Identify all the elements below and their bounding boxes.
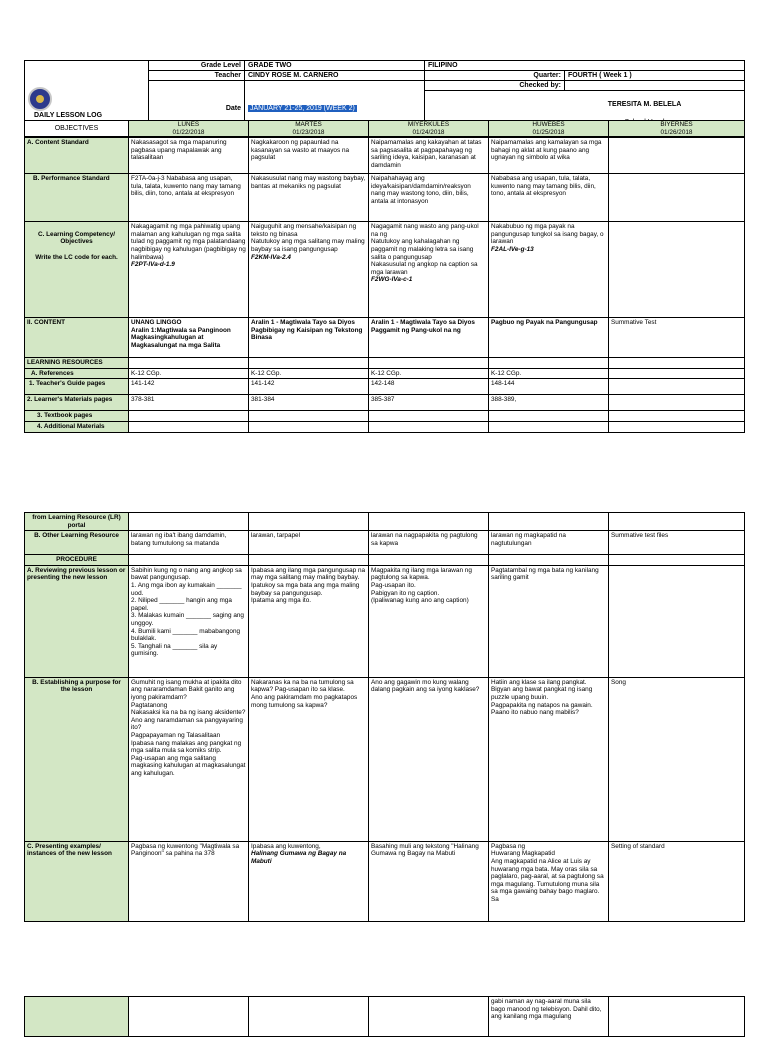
table-cell: PROCEDURE: [25, 555, 129, 566]
table-cell: Hatiin ang klase sa ilang pangkat. Bigyan ang bawat pangkat ng isang puzzle upang buuin. Pagpapakita ng natapos na gawain. Paano ito nabuo nang mabilis?: [489, 677, 609, 841]
table-cell: [129, 513, 249, 531]
cell-text: LUNES: [177, 121, 200, 128]
table-cell: [369, 555, 489, 566]
table-cell: [609, 565, 745, 677]
table-cell: [489, 358, 609, 369]
textbook-pages-row: [25, 411, 745, 422]
table-cell: [129, 555, 249, 566]
table-cell: Aralin 1 - Magtiwala Tayo sa Diyos Paggamit ng Pang-ukol na ng: [369, 318, 489, 358]
table-cell: Pagbasa ng kuwentong "Magtiwala sa Panginoon" sa pahina na 378: [129, 841, 249, 921]
content-row: [25, 318, 745, 358]
table-cell: K-12 CGp.: [129, 368, 249, 379]
continuation-table: [24, 996, 745, 1037]
table-cell: [369, 358, 489, 369]
table-cell: K-12 CGp.: [489, 368, 609, 379]
table-cell: 142-148: [369, 379, 489, 395]
table-cell: larawan ng magkapatid na nagtutulungan: [489, 531, 609, 555]
table-cell: Pagbuo ng Payak na Pangungusap: [489, 318, 609, 358]
table-cell: gabi naman ay nag-aaral muna sila bago manood ng telebisyon. Dahil dito, ang kanilang mga magulang: [489, 997, 609, 1037]
cell-text: F2AL-IVe-g-13: [491, 245, 534, 253]
table-cell: A. Reviewing previous lesson or presenting the new lesson: [25, 565, 129, 677]
competency-cell-0: [129, 222, 249, 318]
cell-text: 01/23/2018: [292, 128, 325, 136]
table-cell: from Learning Resource (LR) portal: [25, 513, 129, 531]
table-cell: [129, 411, 249, 422]
table-cell: F2TA-0a-j-3 Nababasa ang usapan, tula, talata, kuwento nang may tamang bilis, diin, tono, antala at ekspresyon: [129, 174, 249, 222]
competency-cell-3: [489, 222, 609, 318]
procedure-header-row: [25, 555, 745, 566]
continuation-section: [24, 996, 744, 1037]
table-cell: Magpakita ng ilang mga larawan ng pagtulong sa kapwa. Pag-usapan ito. Pabigyan ito ng caption. (Ipaliwanag kung ano ang caption): [369, 565, 489, 677]
table-cell: II. CONTENT: [25, 318, 129, 358]
learners-materials-row: [25, 395, 745, 411]
table-cell: 388-389,: [489, 395, 609, 411]
table-cell: [609, 395, 745, 411]
review-row: [25, 565, 745, 677]
day-cell-1: [249, 121, 369, 137]
table-cell: [609, 174, 745, 222]
table-cell: 141-142: [129, 379, 249, 395]
table-cell: [609, 379, 745, 395]
table-cell: UNANG LINGGO Aralin 1:Magtiwala sa Panginoon Magkasingkahulugan at Magkasalungat na mga Salita: [129, 318, 249, 358]
cell-text: F2WG-IVa-c-1: [371, 276, 413, 284]
cell-text: Naiguguhit ang mensahe/kaisipan ng teksto ng binasa Natutukoy ang mga salitang may maling baybay sa isang pangungusap: [251, 223, 365, 253]
story-title: Halinang Gumawa ng Bagay na Mabuti: [251, 850, 347, 865]
content-standard-row: [25, 138, 745, 174]
cell-text: F2PT-IVa-d-1.9: [131, 261, 175, 269]
table-cell: 4. Additional Materials: [25, 421, 129, 432]
table-cell: Nababasa ang usapan, tula, talata, kuwento nang may tamang bilis, diin, tono, antala at ekspresyon: [489, 174, 609, 222]
table-cell: 148-144: [489, 379, 609, 395]
table-cell: Nagkakaroon ng papaunlad na kasanayan sa wasto at maayos na pagsulat: [249, 138, 369, 174]
competency-note: Write the LC code for each.: [35, 253, 118, 261]
table-cell: LEARNING RESOURCES: [25, 358, 129, 369]
day-cell-3: [489, 121, 609, 137]
day-cell-2: [369, 121, 489, 137]
competency-label: C. Learning Competency/ Objectives: [37, 230, 116, 246]
table-cell: A. References: [25, 368, 129, 379]
log-title: DAILY LESSON LOG: [34, 111, 103, 119]
procedure-section: [24, 512, 744, 922]
continuation-row: [25, 997, 745, 1037]
table-cell: [489, 421, 609, 432]
table-cell: C. Presenting examples/ instances of the new lesson: [25, 841, 129, 921]
presenting-cell-1: [249, 841, 369, 921]
table-cell: [489, 411, 609, 422]
table-cell: Summative test files: [609, 531, 745, 555]
objectives-table: [24, 120, 745, 433]
competency-cell-4: [609, 222, 745, 318]
cell-text: MIYERKULES: [407, 121, 450, 128]
table-cell: [249, 997, 369, 1037]
lr-portal-row: [25, 513, 745, 531]
cell-text: 01/24/2018: [412, 128, 445, 136]
table-cell: Naipamamalas ang kamalayan sa mga bahagi ng aklat at kung paano ang ugnayan ng simbolo at wika: [489, 138, 609, 174]
table-cell: [249, 555, 369, 566]
date-value[interactable]: JANUARY 21-25, 2019 (WEEK 2): [250, 105, 355, 112]
table-cell: B. Establishing a purpose for the lesson: [25, 677, 129, 841]
table-cell: K-12 CGp.: [249, 368, 369, 379]
table-cell: B. Performance Standard: [25, 174, 129, 222]
references-row: [25, 368, 745, 379]
table-cell: A. Content Standard: [25, 138, 129, 174]
cell-text: Nagagamit nang wasto ang pang-ukol na ng Natutukoy ang kahalagahan ng paggamit ng malaking letra sa isang salita o pangungusap Nakasusulat ng angkop na caption sa mga larawan: [371, 223, 479, 276]
table-cell: 385-387: [369, 395, 489, 411]
cell-text: Ipabasa ang kuwentong,: [251, 842, 321, 850]
table-cell: Sabihin kung ng o nang ang angkop sa bawat pangungusap. 1. Ang mga ibon ay kumakain _______ uod. 2. Niliped _______ hangin ang mga papel. 3. Malakas kumain _______ saging ang unggoy. 4. Bumili kami _______ mababangong bulaklak. 5. Tanghali na _______ sila ay gumising.: [129, 565, 249, 677]
table-cell: larawan, tarpapel: [249, 531, 369, 555]
cell-text: F2KM-IVa-2.4: [251, 253, 291, 261]
table-cell: [369, 411, 489, 422]
competency-row: [25, 222, 745, 318]
table-cell: [249, 358, 369, 369]
competency-cell-2: [369, 222, 489, 318]
teachers-guide-row: [25, 379, 745, 395]
cell-text: 01/26/2018: [660, 128, 693, 136]
cell-text: 01/25/2018: [532, 128, 565, 136]
quarter-label: Quarter:: [425, 71, 565, 81]
table-cell: [489, 513, 609, 531]
checked-by-label: Checked by:: [425, 81, 565, 91]
cell-text: BIYERNES: [660, 121, 693, 128]
subject-value: FILIPINO: [425, 61, 745, 71]
teacher-value: CINDY ROSE M. CARNERO: [245, 71, 425, 81]
teacher-label: Teacher: [149, 71, 245, 81]
table-cell: [609, 555, 745, 566]
table-cell: Ano ang gagawin mo kung walang dalang pagkain ang sa iyong kaklase?: [369, 677, 489, 841]
table-cell: [25, 222, 129, 318]
table-cell: 378-381: [129, 395, 249, 411]
table-cell: 141-142: [249, 379, 369, 395]
table-cell: [249, 411, 369, 422]
checked-by-spacer: [565, 81, 745, 91]
table-cell: [609, 358, 745, 369]
grade-level-label: Grade Level: [149, 61, 245, 71]
table-cell: [369, 421, 489, 432]
table-cell: Nakaranas ka na ba na tumulong sa kapwa? Pag-usapan ito sa klase. Ano ang pakiramdam mo pagkatapos mong tumulong sa kapwa?: [249, 677, 369, 841]
table-cell: larawan ng iba't ibang damdamin, batang tumutulong sa matanda: [129, 531, 249, 555]
presenting-cell-3: Pagbasa ng Huwarang Magkapatid Ang magkapatid na Alice at Luis ay huwarang mga bata. May oras sila sa paglalaro, pag-aaral, at sa pagtulong sa mga magulang. Tumutulong muna sila sa mga gawaing bahay bago maglaro. Sa: [489, 841, 609, 921]
cell-text: MARTES: [295, 121, 322, 128]
table-cell: [129, 421, 249, 432]
table-cell: [129, 358, 249, 369]
other-resources-row: [25, 531, 745, 555]
table-cell: Pagtatambal ng mga bata ng kanilang sariling gamit: [489, 565, 609, 677]
additional-materials-row: [25, 421, 745, 432]
cell-text: Nakabubuo ng mga payak na pangungusap tungkol sa isang bagay, o larawan: [491, 223, 604, 246]
table-cell: [609, 421, 745, 432]
table-cell: 3. Textbook pages: [25, 411, 129, 422]
procedure-table: [24, 512, 745, 922]
table-cell: Song: [609, 677, 745, 841]
table-cell: Naipamamalas ang kakayahan at tatas sa pagsasalita at pagpapahayag ng sariling ideya, kaisipan, karanasan at damdamin: [369, 138, 489, 174]
table-cell: Ipabasa ang ilang mga pangungusap na may mga salitang may maling baybay. Ipatukoy sa mga bata ang mga maling baybay sa pangungusap. Ipatama ang mga ito.: [249, 565, 369, 677]
table-cell: Nakasasagot sa mga mapanuring pagbasa upang mapalawak ang talasalitaan: [129, 138, 249, 174]
table-cell: Gumuhit ng isang mukha at ipakita dito ang nararamdaman Bakit ganito ang iyong pakiramdam? Pagtatanong Nakasaksi ka na ba ng isang aksidente? Ano ang naramdaman sa pangyayaring ito? Pagpapayaman ng Talasalitaan Ipabasa nang malakas ang pangkat ng mga salita mula sa komiks strip. Pag-usapan ang mga salitang magkasing kahulugan at magkasalungat ang kahulugan.: [129, 677, 249, 841]
day-cell-4: [609, 121, 745, 137]
purpose-row: [25, 677, 745, 841]
table-cell: [609, 138, 745, 174]
performance-standard-row: [25, 174, 745, 222]
table-cell: 381-384: [249, 395, 369, 411]
table-cell: [609, 411, 745, 422]
table-cell: Nakasusulat nang may wastong baybay, bantas at mekaniks ng pagsulat: [249, 174, 369, 222]
checker-name: TERESITA M. BELELA: [607, 101, 682, 108]
day-cell-0: [129, 121, 249, 137]
table-cell: K-12 CGp.: [369, 368, 489, 379]
quarter-value: FOURTH ( Week 1 ): [565, 71, 745, 81]
learning-resources-row: [25, 358, 745, 369]
objectives-label: OBJECTIVES: [25, 121, 129, 138]
table-cell: B. Other Learning Resource: [25, 531, 129, 555]
table-cell: 2. Learner's Materials pages: [25, 395, 129, 411]
date-label: Date: [149, 81, 245, 137]
table-cell: [609, 513, 745, 531]
table-cell: [369, 997, 489, 1037]
table-cell: [369, 513, 489, 531]
cell-text: Nakagagamit ng mga pahiwatig upang malaman ang kahulugan ng mga salita tulad ng paggamit ng mga palatandaang nagbibigay ng kahulugan (pagbibigay ng halimbawa): [131, 223, 246, 261]
deped-seal-icon: [28, 87, 52, 111]
cell-text: 01/22/2018: [172, 128, 205, 136]
competency-cell-1: [249, 222, 369, 318]
table-cell: [129, 997, 249, 1037]
grade-level-value: GRADE TWO: [245, 61, 425, 71]
table-cell: Aralin 1 - Magtiwala Tayo sa Diyos Pagbibigay ng Kaisipan ng Tekstong Binasa: [249, 318, 369, 358]
table-cell: Setting of standard: [609, 841, 745, 921]
table-cell: [249, 513, 369, 531]
table-cell: [25, 997, 129, 1037]
table-cell: 1. Teacher's Guide pages: [25, 379, 129, 395]
table-cell: [609, 368, 745, 379]
table-cell: Summative Test: [609, 318, 745, 358]
objectives-section: [24, 120, 744, 433]
table-cell: Basahing muli ang tekstong "Halinang Gumawa ng Bagay na Mabuti: [369, 841, 489, 921]
table-cell: [249, 421, 369, 432]
table-cell: [609, 997, 745, 1037]
table-cell: larawan na nagpapakita ng pagtulong sa kapwa: [369, 531, 489, 555]
cell-text: HUWEBES: [532, 121, 565, 128]
table-cell: Naipahahayag ang ideya/kaisipan/damdamin/reaksyon nang may wastong tono, diin, bilis, antala at intonasyon: [369, 174, 489, 222]
table-cell: [489, 555, 609, 566]
presenting-row: [25, 841, 745, 921]
